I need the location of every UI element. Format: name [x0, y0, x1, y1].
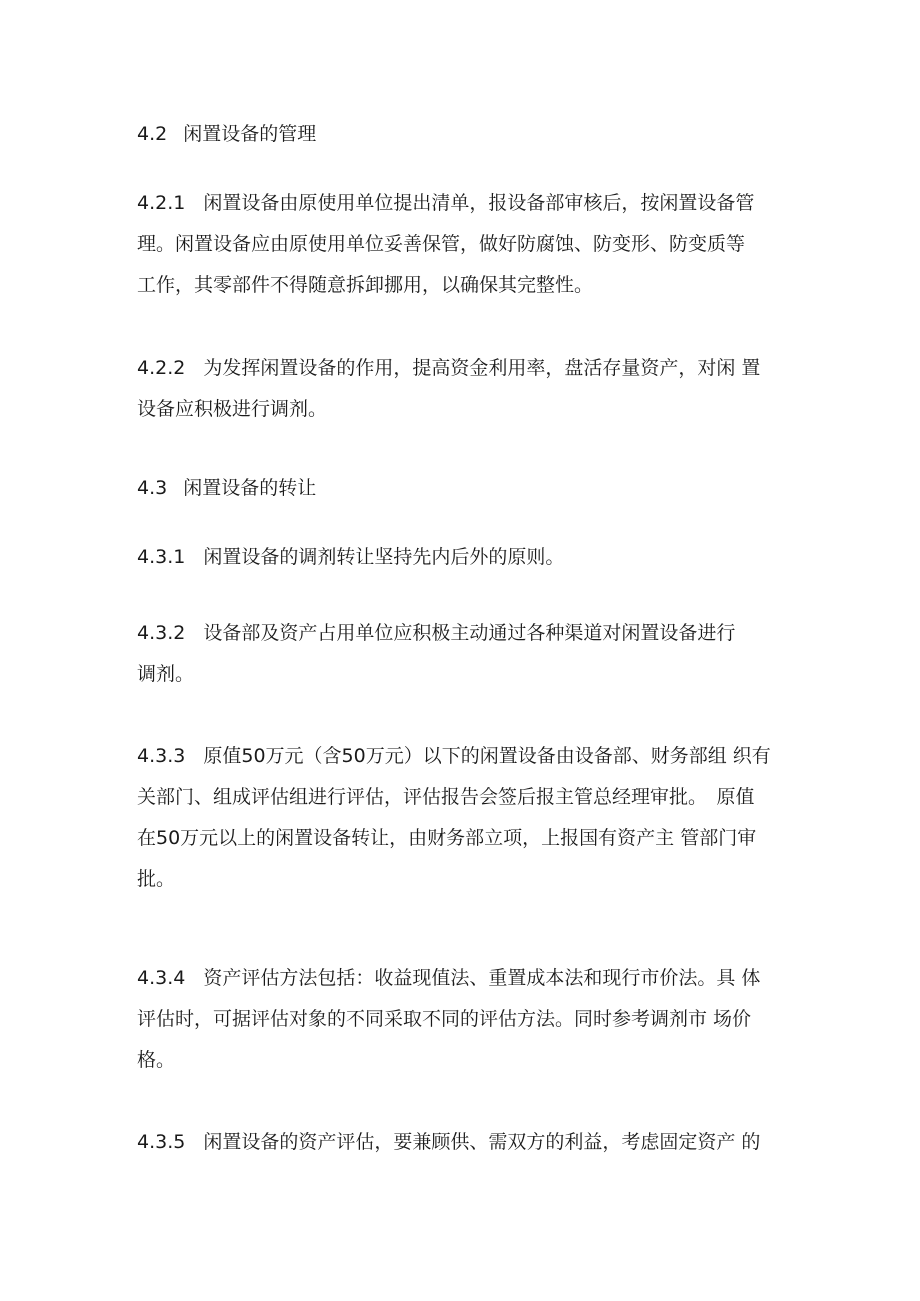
paragraph-line: 调剂。 — [137, 663, 195, 685]
section-title: 闲置设备的管理 — [183, 123, 317, 145]
clause-number: 4.2.2 — [137, 357, 186, 379]
paragraph-4-3-5 — [137, 1122, 787, 1163]
heading-line — [137, 114, 787, 155]
clause-number: 4.3.3 — [137, 745, 186, 767]
line-text: 闲置设备的资产评估，要兼顾供、需双方的利益，考虑固定资产 的 — [203, 1131, 761, 1153]
paragraph-line — [137, 348, 787, 389]
paragraph-line: 关部门、组成评估组进行评估，评估报告会签后报主管总经理审批。 原值 — [137, 786, 755, 808]
clause-number: 4.2.1 — [137, 192, 186, 214]
paragraph-4-2-2 — [137, 348, 787, 430]
section-title: 闲置设备的转让 — [183, 477, 317, 499]
paragraph-4-3-3 — [137, 736, 787, 900]
section-number: 4.3 — [137, 477, 168, 499]
paragraph-4-2-1 — [137, 183, 787, 306]
clause-number: 4.3.5 — [137, 1131, 186, 1153]
paragraph-line: 设备应积极进行调剂。 — [137, 398, 328, 420]
line-text: 闲置设备的调剂转让坚持先内后外的原则。 — [203, 546, 565, 568]
paragraph-line: 工作，其零部件不得随意拆卸挪用，以确保其完整性。 — [137, 274, 594, 296]
line-text: 设备部及资产占用单位应积极主动通过各种渠道对闲置设备进行 — [203, 622, 736, 644]
line-text: 为发挥闲置设备的作用，提高资金利用率，盘活存量资产，对闲 置 — [203, 357, 761, 379]
paragraph-line: 评估时，可据评估对象的不同采取不同的评估方法。同时参考调剂市 场价 — [137, 1008, 752, 1030]
paragraph-line — [137, 736, 787, 777]
paragraph-line: 在50万元以上的闲置设备转让，由财务部立项，上报国有资产主 管部门审 — [137, 827, 757, 849]
heading-4-2 — [137, 114, 787, 155]
line-text: 资产评估方法包括：收益现值法、重置成本法和现行市价法。具 体 — [203, 967, 761, 989]
paragraph-line — [137, 1122, 787, 1163]
paragraph-line — [137, 613, 787, 654]
paragraph-line — [137, 183, 787, 224]
clause-number: 4.3.4 — [137, 967, 186, 989]
line-text: 闲置设备由原使用单位提出清单，报设备部审核后，按闲置设备管 — [203, 192, 755, 214]
section-number: 4.2 — [137, 123, 168, 145]
paragraph-4-3-1 — [137, 537, 787, 578]
clause-number: 4.3.1 — [137, 546, 186, 568]
heading-4-3 — [137, 468, 787, 509]
paragraph-line — [137, 958, 787, 999]
clause-number: 4.3.2 — [137, 622, 186, 644]
heading-line — [137, 468, 787, 509]
paragraph-line: 批。 — [137, 868, 176, 890]
paragraph-4-3-4 — [137, 958, 787, 1081]
paragraph-line: 格。 — [137, 1049, 176, 1071]
line-text: 原值50万元（含50万元）以下的闲置设备由设备部、财务部组 织有 — [203, 745, 771, 767]
paragraph-4-3-2 — [137, 613, 787, 695]
paragraph-line: 理。闲置设备应由原使用单位妥善保管，做好防腐蚀、防变形、防变质等 — [137, 233, 746, 255]
paragraph-line — [137, 537, 787, 578]
